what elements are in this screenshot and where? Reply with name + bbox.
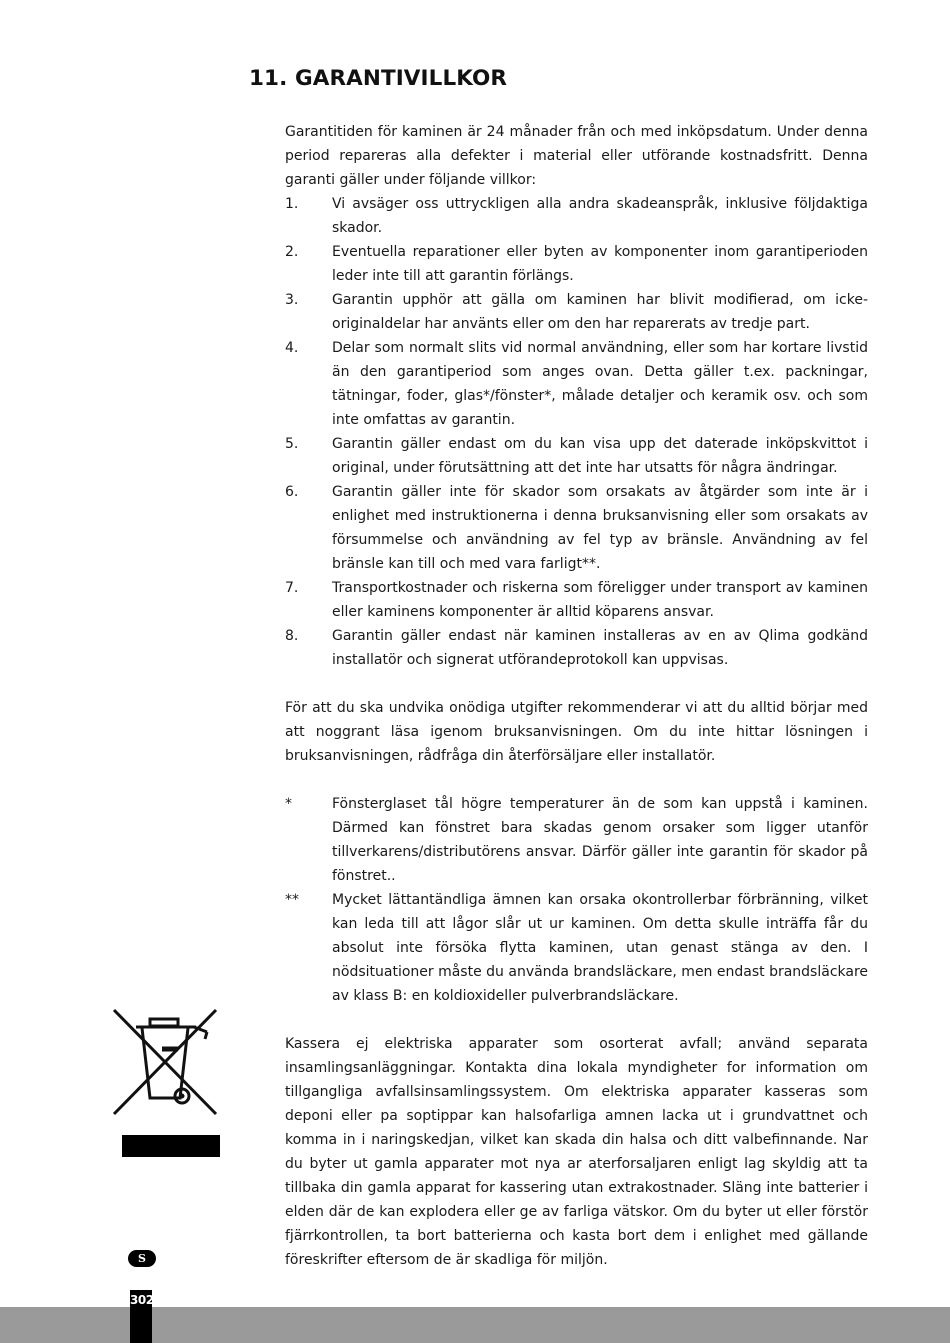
list-item-text: Garantin gäller endast när kaminen installeras av en av Qlima godkänd installatör och signerat utförandeprotokoll kan uppvisas. — [332, 628, 868, 668]
footnote — [285, 792, 868, 888]
footnote-text: Mycket lättantändliga ämnen kan orsaka okontrollerbar förbränning, vilket kan leda till att lågor slår ut ur kaminen. Om detta skulle inträffa får du absolut inte försöka flytta kaminen, utan genast stänga av den. I nödsituationer måste du använda brandsläckare, men endast brandsläckare av klass B: en koldioxideller pulverbrandsläckare. — [332, 892, 869, 1004]
list-item-text: Garantin gäller inte för skador som orsakats av åtgärder som inte är i enlighet med instruktionerna i denna bruksanvisning eller som orsakats av försummelse och användning av fel typ av bränsle. Användning av fel bränsle kan till och med vara farligt**. — [332, 484, 868, 572]
disposal-paragraph: Kassera ej elektriska apparater som osorterat avfall; använd separata insamlingsanläggningar. Kontakta dina lokala myndigheter for information om tillgangliga avfallsinsamlingssystem. Om elektriska apparater kasseras som deponi eller pa soptippar kan halsofarliga amnen lacka ut i grundvattnet och komma in i naringskedjan, vilket kan skada din halsa och ditt valbefinnande. Nar du byter ut gamla apparater mot nya ar aterforsaljaren enligt lag skyldig att ta tillbaka din gamla apparat for kassering utan extrakostnader. Släng inte batterier i elden där de kan explodera eller ge av farliga vätskor. Om du byter ut eller förstör fjärrkontrollen, ta bort batterierna och kasta bort dem i enlighet med gällande föreskrifter eftersom de är skadliga för miljön. — [285, 1036, 868, 1268]
list-item — [285, 192, 868, 240]
footnote — [285, 888, 868, 1008]
list-item-text: Garantin upphör att gälla om kaminen har blivit modifierad, om icke-originaldelar har använts eller om den har reparerats av tredje part. — [332, 292, 868, 332]
list-item-number: 5. — [285, 436, 299, 452]
list-item-number: 4. — [285, 340, 299, 356]
warranty-content — [285, 120, 868, 1272]
crossed-out-wheelie-bin-icon — [112, 1008, 220, 1156]
advice-paragraph: För att du ska undvika onödiga utgifter rekommenderar vi att du alltid börjar med att noggrant läsa igenom bruksanvisningen. Om du inte hittar lösningen i bruksanvisningen, rådfråga din återförsäljare eller installatör. — [285, 700, 868, 764]
list-item — [285, 624, 868, 672]
list-item-text: Delar som normalt slits vid normal användning, eller som har kortare livstid än den garantiperiod som anges ovan. Detta gäller t.ex. packningar, tätningar, foder, glas*/fönster*, målade detaljer och keramik osv. och som inte omfattas av garantin. — [332, 340, 868, 428]
warranty-intro: Garantitiden för kaminen är 24 månader från och med inköpsdatum. Under denna period repareras alla defekter i material eller utförande kostnadsfritt. Denna garanti gäller under följande villkor: — [285, 124, 868, 188]
spacer — [285, 672, 868, 696]
footnotes-list — [285, 792, 868, 1008]
spacer — [285, 768, 868, 792]
list-item — [285, 240, 868, 288]
list-item-text: Transportkostnader och riskerna som föreligger under transport av kaminen eller kaminens komponenter är alltid köparens ansvar. — [332, 580, 868, 620]
conditions-list — [285, 192, 868, 672]
list-item-number: 8. — [285, 628, 299, 644]
list-item — [285, 576, 868, 624]
page-number: 302 — [130, 1293, 154, 1307]
list-item — [285, 432, 868, 480]
list-item-number: 2. — [285, 244, 299, 260]
list-item-text: Garantin gäller endast om du kan visa upp det daterade inköpskvittot i original, under förutsättning att det inte har utsatts för några ändringar. — [332, 436, 868, 476]
weee-bar — [122, 1135, 220, 1157]
page-title: 11. GARANTIVILLKOR — [249, 66, 508, 91]
footnote-text: Fönsterglaset tål högre temperaturer än de som kan uppstå i kaminen. Därmed kan fönstret bara skadas genom orsaker som ligger utanför tillverkarens/distributörens ansvar. Därför gäller inte garantin för skador på fönstret.. — [332, 796, 868, 884]
list-item-text: Eventuella reparationer eller byten av komponenter inom garantiperioden leder inte till att garantin förlängs. — [332, 244, 868, 284]
list-item-number: 6. — [285, 484, 299, 500]
spacer — [285, 1008, 868, 1032]
language-badge: S — [128, 1250, 156, 1267]
list-item — [285, 336, 868, 432]
footnote-mark: ** — [285, 892, 299, 908]
list-item — [285, 480, 868, 576]
footnote-mark: * — [285, 796, 292, 812]
list-item-number: 1. — [285, 196, 299, 212]
list-item-text: Vi avsäger oss uttryckligen alla andra skadeanspråk, inklusive följdaktiga skador. — [332, 196, 868, 236]
list-item — [285, 288, 868, 336]
list-item-number: 3. — [285, 292, 299, 308]
list-item-number: 7. — [285, 580, 299, 596]
